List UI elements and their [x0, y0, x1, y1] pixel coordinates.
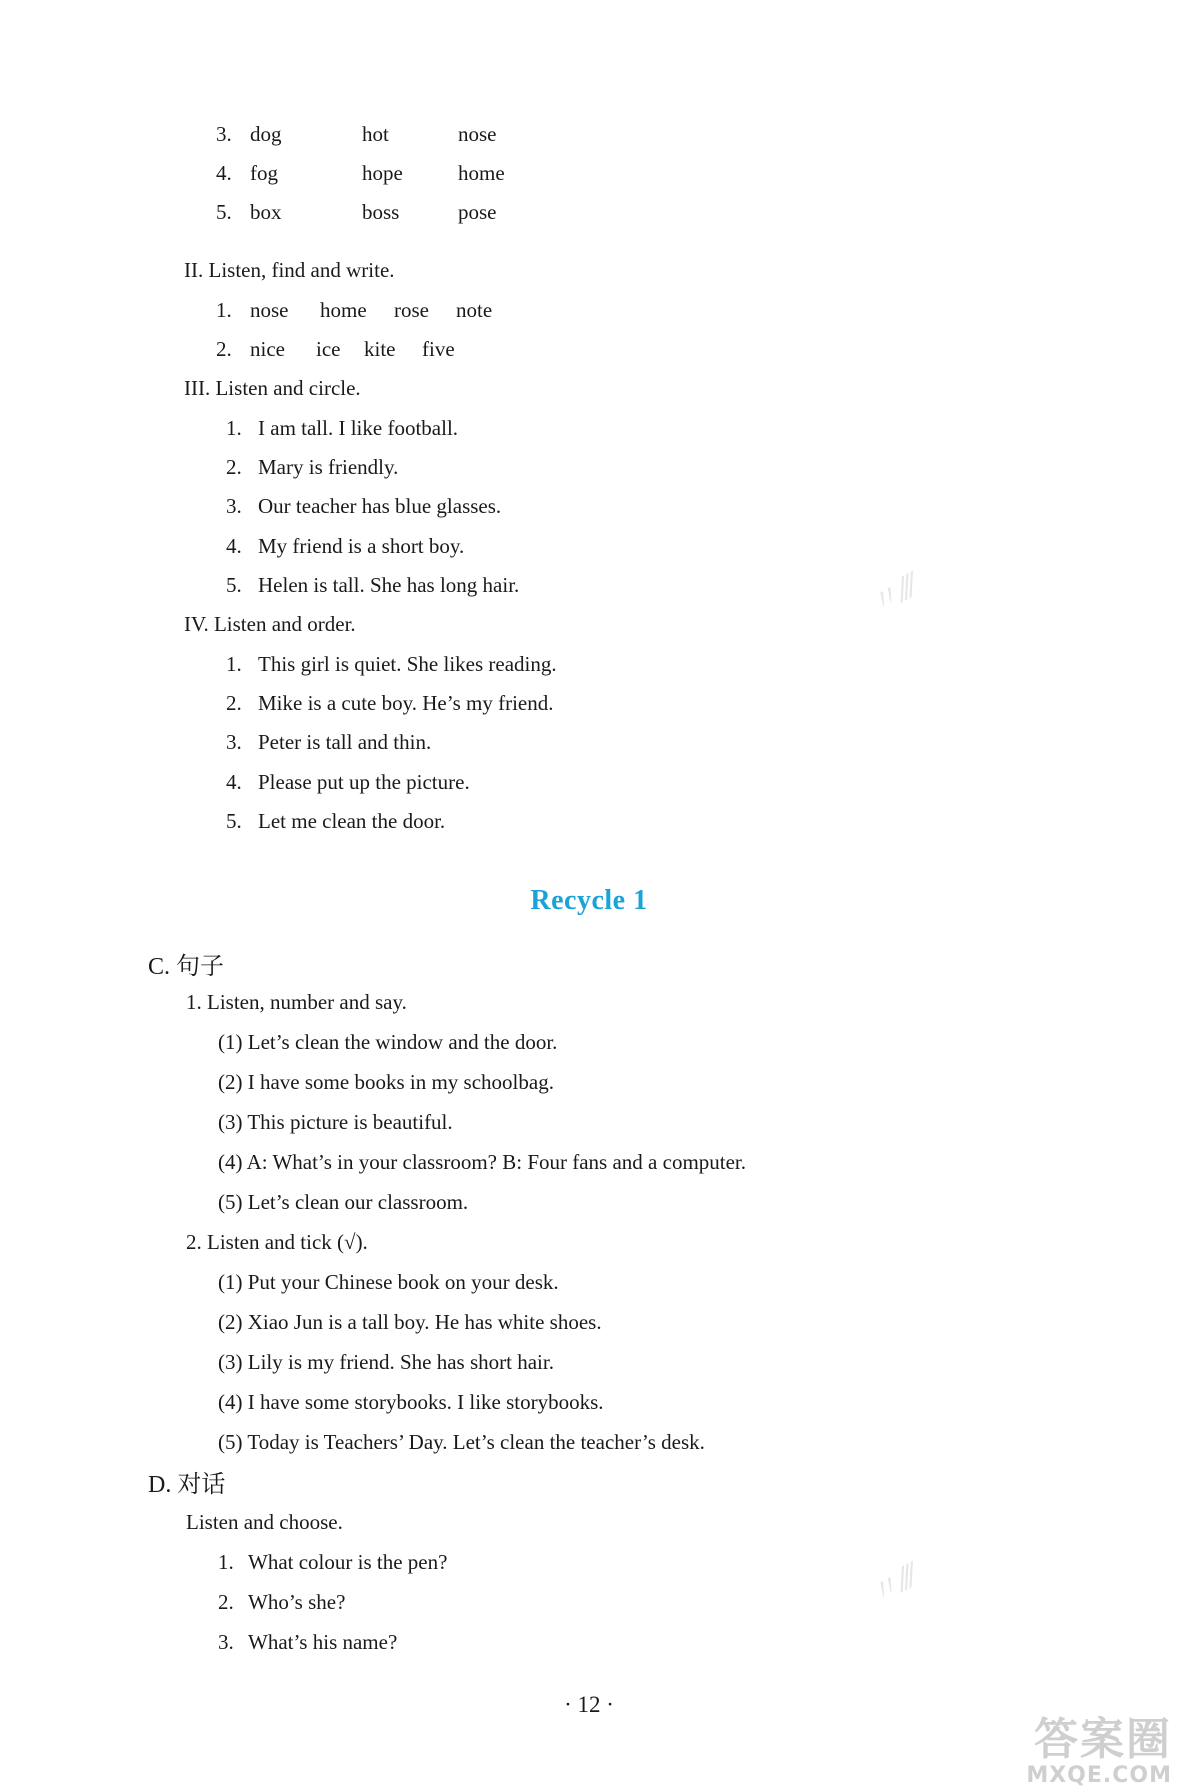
watermark-logo [1026, 1716, 1172, 1788]
faint-watermark-mark: 〃⁄⁄⁄ [866, 569, 923, 622]
list-item: (2) Xiao Jun is a tall boy. He has white shoes. [218, 1310, 602, 1334]
part3-heading: III. Listen and circle. [184, 376, 361, 400]
watermark-logo-url: MXQE.COM [1026, 1763, 1172, 1788]
list-item [226, 651, 557, 677]
item-text: Helen is tall. She has long hair. [258, 573, 520, 597]
word: dog [250, 122, 282, 146]
item-number: 4. [226, 534, 242, 558]
item-number: 1. [226, 416, 242, 440]
list-item: (3) Lily is my friend. She has short hair. [218, 1350, 554, 1374]
list-item [218, 1629, 397, 1655]
word: kite [364, 337, 396, 361]
word: nice [250, 337, 285, 361]
watermark-logo-text: 答案圈 [1034, 1714, 1172, 1765]
page-number: · 12 · [564, 1692, 614, 1717]
list-item [226, 454, 398, 480]
list-item [226, 415, 458, 441]
question-heading: 2. Listen and tick (√). [186, 1230, 368, 1254]
word: five [422, 337, 455, 361]
list-item: (4) I have some storybooks. I like storybooks. [218, 1390, 604, 1414]
item-number: 4. [226, 770, 242, 794]
word: rose [394, 298, 429, 322]
list-item [218, 1589, 345, 1615]
word-row [216, 160, 505, 186]
part-d-subheading: Listen and choose. [186, 1510, 343, 1534]
word: hope [362, 161, 403, 185]
word: boss [362, 200, 400, 224]
word: home [320, 298, 367, 322]
list-item [226, 572, 519, 598]
list-item: (1) Let’s clean the window and the door. [218, 1030, 558, 1054]
list-item: (5) Today is Teachers’ Day. Let’s clean the teacher’s desk. [218, 1430, 705, 1454]
item-number: 3. [226, 730, 242, 754]
item-number: 4. [216, 161, 232, 185]
item-number: 2. [226, 455, 242, 479]
word: pose [458, 200, 497, 224]
item-number: 2. [226, 691, 242, 715]
part-d-heading: D. 对话 [148, 1472, 226, 1498]
item-text: This girl is quiet. She likes reading. [258, 652, 557, 676]
list-item [226, 493, 501, 519]
item-text: Let me clean the door. [258, 809, 446, 833]
part4-heading: IV. Listen and order. [184, 612, 356, 636]
list-item [218, 1549, 447, 1575]
item-text: I am tall. I like football. [258, 416, 459, 440]
word: box [250, 200, 282, 224]
word: ice [316, 337, 341, 361]
word-row [216, 297, 492, 323]
question-heading: 1. Listen, number and say. [186, 990, 407, 1014]
item-number: 3. [226, 494, 242, 518]
list-item [226, 769, 470, 795]
item-text: Mary is friendly. [258, 455, 399, 479]
list-item [226, 729, 431, 755]
word: nose [250, 298, 289, 322]
word-row [216, 336, 455, 362]
word: fog [250, 161, 278, 185]
item-number: 5. [226, 809, 242, 833]
item-number: 2. [218, 1590, 234, 1614]
item-number: 3. [218, 1630, 234, 1654]
list-item [226, 808, 445, 834]
word-row [216, 121, 497, 147]
section-title: Recycle 1 [530, 885, 648, 916]
item-text: Please put up the picture. [258, 770, 470, 794]
part2-heading: II. Listen, find and write. [184, 258, 395, 282]
part-c-heading: C. 句子 [148, 954, 225, 980]
item-number: 5. [216, 200, 232, 224]
item-number: 1. [216, 298, 232, 322]
item-number: 1. [218, 1550, 234, 1574]
faint-watermark-mark: 〃⁄⁄⁄ [866, 1559, 923, 1612]
list-item: (1) Put your Chinese book on your desk. [218, 1270, 559, 1294]
item-text: Peter is tall and thin. [258, 730, 432, 754]
word: hot [362, 122, 389, 146]
list-item [226, 533, 464, 559]
list-item: (3) This picture is beautiful. [218, 1110, 453, 1134]
item-number: 2. [216, 337, 232, 361]
list-item [226, 690, 554, 716]
item-number: 3. [216, 122, 232, 146]
item-text: What colour is the pen? [248, 1550, 448, 1574]
item-text: My friend is a short boy. [258, 534, 465, 558]
item-number: 5. [226, 573, 242, 597]
word-row [216, 199, 497, 225]
item-text: Mike is a cute boy. He’s my friend. [258, 691, 554, 715]
item-text: What’s his name? [248, 1630, 398, 1654]
item-text: Our teacher has blue glasses. [258, 494, 502, 518]
item-number: 1. [226, 652, 242, 676]
word: home [458, 161, 505, 185]
word: nose [458, 122, 497, 146]
item-text: Who’s she? [248, 1590, 346, 1614]
list-item: (2) I have some books in my schoolbag. [218, 1070, 554, 1094]
list-item: (4) A: What’s in your classroom? B: Four fans and a computer. [218, 1150, 747, 1174]
list-item: (5) Let’s clean our classroom. [218, 1190, 469, 1214]
word: note [456, 298, 493, 322]
